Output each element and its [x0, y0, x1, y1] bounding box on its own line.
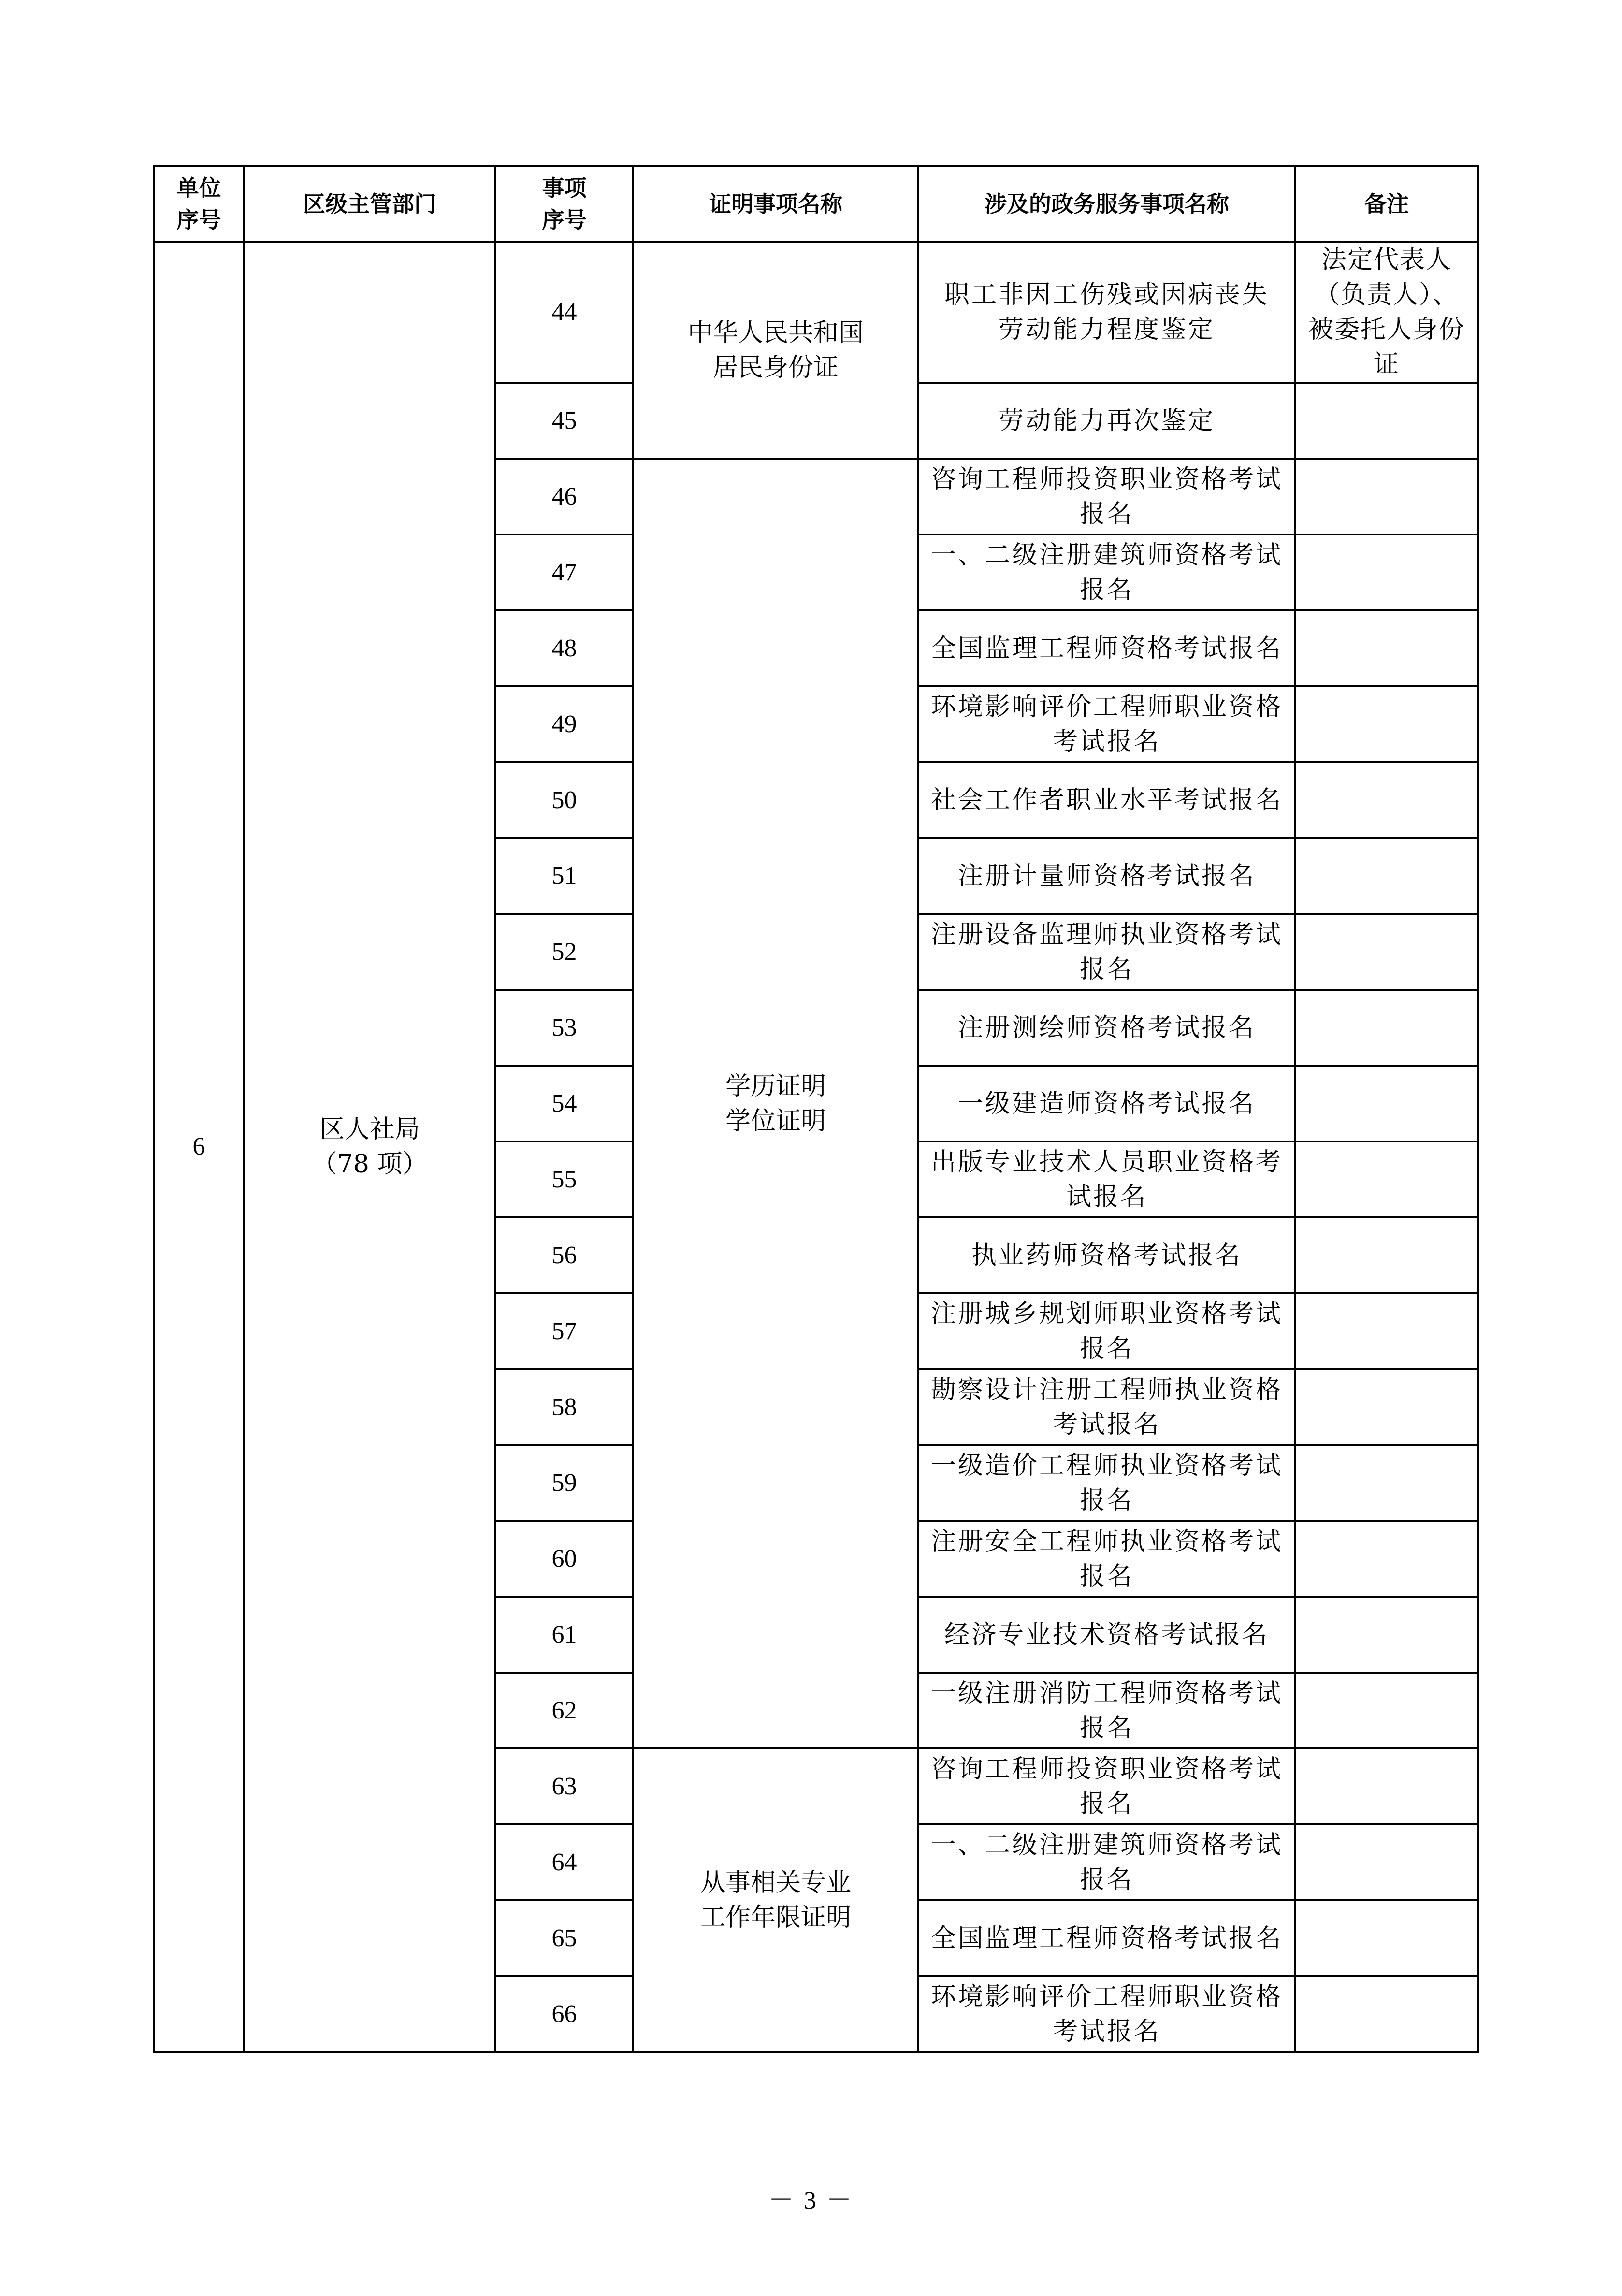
table-header-row — [154, 166, 1478, 242]
note-cell — [1295, 610, 1478, 686]
note-cell: 法定代表人 （负责人）、 被委托人身份 证 — [1295, 242, 1478, 383]
service-name-cell: 经济专业技术资格考试报名 — [918, 1597, 1295, 1673]
service-name-cell: 职工非因工伤残或因病丧失 劳动能力程度鉴定 — [918, 242, 1295, 383]
note-cell — [1295, 1824, 1478, 1900]
note-cell — [1295, 914, 1478, 990]
service-name-cell: 环境影响评价工程师职业资格 考试报名 — [918, 686, 1295, 762]
note-cell — [1295, 1445, 1478, 1521]
header-dept: 区级主管部门 — [244, 166, 495, 242]
item-no-cell: 66 — [495, 1976, 633, 2052]
note-cell — [1295, 1673, 1478, 1748]
service-name-cell: 全国监理工程师资格考试报名 — [918, 1900, 1295, 1976]
item-no-cell: 60 — [495, 1521, 633, 1597]
service-name-cell: 出版专业技术人员职业资格考 试报名 — [918, 1141, 1295, 1217]
item-no-cell: 49 — [495, 686, 633, 762]
item-no-cell: 61 — [495, 1597, 633, 1673]
service-name-cell: 一级注册消防工程师资格考试 报名 — [918, 1673, 1295, 1748]
item-no-cell: 56 — [495, 1217, 633, 1293]
item-no-cell: 63 — [495, 1748, 633, 1824]
header-item-no: 事项 序号 — [495, 166, 633, 242]
service-name-cell: 执业药师资格考试报名 — [918, 1217, 1295, 1293]
service-name-cell: 注册计量师资格考试报名 — [918, 838, 1295, 914]
item-no-cell: 44 — [495, 242, 633, 383]
proof-name-cell: 中华人民共和国 居民身份证 — [633, 242, 918, 459]
item-no-cell: 46 — [495, 459, 633, 534]
note-cell — [1295, 686, 1478, 762]
item-no-cell: 53 — [495, 990, 633, 1066]
item-no-cell: 47 — [495, 534, 633, 610]
note-cell — [1295, 459, 1478, 534]
header-service-name: 涉及的政务服务事项名称 — [918, 166, 1295, 242]
service-name-cell: 一级建造师资格考试报名 — [918, 1066, 1295, 1141]
service-name-cell: 勘察设计注册工程师执业资格 考试报名 — [918, 1369, 1295, 1445]
note-cell — [1295, 1217, 1478, 1293]
item-no-cell: 52 — [495, 914, 633, 990]
note-cell — [1295, 1597, 1478, 1673]
service-name-cell: 一级造价工程师执业资格考试 报名 — [918, 1445, 1295, 1521]
items-table — [153, 165, 1479, 2053]
unit-no-cell: 6 — [154, 242, 244, 2052]
item-no-cell: 54 — [495, 1066, 633, 1141]
header-proof-name: 证明事项名称 — [633, 166, 918, 242]
dept-cell: 区人社局 （78 项） — [244, 242, 495, 2052]
item-no-cell: 50 — [495, 762, 633, 838]
item-no-cell: 57 — [495, 1293, 633, 1369]
service-name-cell: 注册城乡规划师职业资格考试 报名 — [918, 1293, 1295, 1369]
note-cell — [1295, 1900, 1478, 1976]
service-name-cell: 劳动能力再次鉴定 — [918, 383, 1295, 459]
header-note: 备注 — [1295, 166, 1478, 242]
item-no-cell: 48 — [495, 610, 633, 686]
page-number: － 3 － — [768, 2187, 854, 2214]
service-name-cell: 注册安全工程师执业资格考试 报名 — [918, 1521, 1295, 1597]
service-name-cell: 注册设备监理师执业资格考试 报名 — [918, 914, 1295, 990]
note-cell — [1295, 1369, 1478, 1445]
service-name-cell: 咨询工程师投资职业资格考试 报名 — [918, 459, 1295, 534]
service-name-cell: 一、二级注册建筑师资格考试 报名 — [918, 1824, 1295, 1900]
note-cell — [1295, 1066, 1478, 1141]
item-no-cell: 55 — [495, 1141, 633, 1217]
note-cell — [1295, 1748, 1478, 1824]
item-no-cell: 64 — [495, 1824, 633, 1900]
note-cell — [1295, 762, 1478, 838]
item-no-cell: 45 — [495, 383, 633, 459]
item-no-cell: 65 — [495, 1900, 633, 1976]
service-name-cell: 一、二级注册建筑师资格考试 报名 — [918, 534, 1295, 610]
note-cell — [1295, 383, 1478, 459]
note-cell — [1295, 534, 1478, 610]
proof-name-cell: 学历证明 学位证明 — [633, 459, 918, 1748]
service-name-cell: 注册测绘师资格考试报名 — [918, 990, 1295, 1066]
note-cell — [1295, 1976, 1478, 2052]
table-body — [154, 242, 1478, 2052]
service-name-cell: 全国监理工程师资格考试报名 — [918, 610, 1295, 686]
note-cell — [1295, 990, 1478, 1066]
service-name-cell: 咨询工程师投资职业资格考试 报名 — [918, 1748, 1295, 1824]
item-no-cell: 51 — [495, 838, 633, 914]
service-name-cell: 环境影响评价工程师职业资格 考试报名 — [918, 1976, 1295, 2052]
note-cell — [1295, 1141, 1478, 1217]
item-no-cell: 62 — [495, 1673, 633, 1748]
note-cell — [1295, 1521, 1478, 1597]
note-cell — [1295, 838, 1478, 914]
header-unit-no: 单位 序号 — [154, 166, 244, 242]
table-row — [154, 242, 1478, 383]
item-no-cell: 59 — [495, 1445, 633, 1521]
service-name-cell: 社会工作者职业水平考试报名 — [918, 762, 1295, 838]
proof-name-cell: 从事相关专业 工作年限证明 — [633, 1748, 918, 2052]
note-cell — [1295, 1293, 1478, 1369]
item-no-cell: 58 — [495, 1369, 633, 1445]
